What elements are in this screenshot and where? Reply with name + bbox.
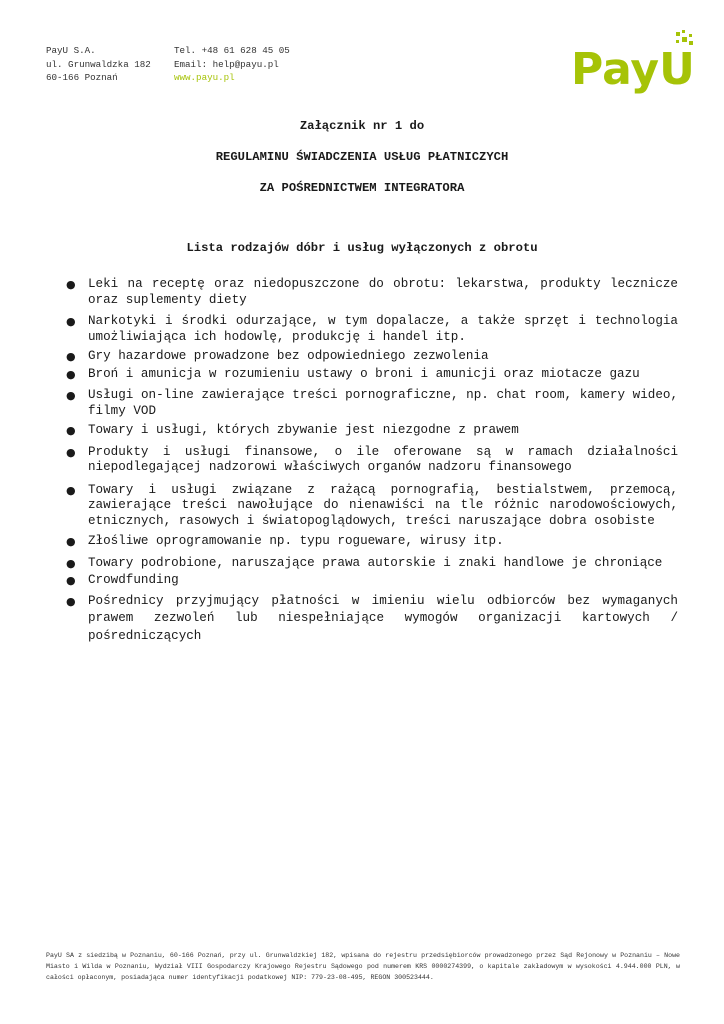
bullet-icon: ● — [66, 445, 76, 459]
list-item: ● Pośrednicy przyjmujący płatności w imieniu wielu odbiorców bez wymaganych prawem zezwoleń lub niespełniające wymogów organizacji kartowych / pośredniczących — [66, 593, 678, 643]
website-link[interactable]: www.payu.pl — [174, 72, 235, 83]
bullet-icon: ● — [66, 315, 76, 328]
list-item: ● Narkotyki i środki odurzające, w tym dopalacze, a także sprzęt i technologia umożliwiająca ich hodowlę, produkcję i handel itp. — [66, 314, 678, 344]
integrator-title: ZA POŚREDNICTWEM INTEGRATORA — [259, 181, 465, 195]
regulation-title: REGULAMINU ŚWIADCZENIA USŁUG PŁATNICZYCH — [215, 150, 509, 164]
excluded-items-list — [66, 277, 678, 645]
list-item: ● Towary i usługi związane z rażącą pornografią, bestialstwem, przemocą, zawierające treści nawołujące do nienawiści na tle różnic narodowościowych, etnicznych, rasowych i światopoglądowych, treści naruszające dobra osobiste — [66, 482, 678, 528]
payu-logo — [568, 30, 698, 98]
email-address: Email: help@payu.pl — [174, 58, 279, 70]
bullet-icon: ● — [66, 574, 76, 587]
list-item: ● Broń i amunicja w rozumieniu ustawy o broni i amunicji oraz miotacze gazu — [66, 366, 640, 381]
bullet-icon: ● — [66, 389, 76, 402]
annex-title: Załącznik nr 1 do — [299, 119, 425, 133]
bullet-icon: ● — [66, 350, 76, 363]
list-item: ● Leki na receptę oraz niedopuszczone do obrotu: lekarstwa, produkty lecznicze oraz suplementy diety — [66, 277, 678, 307]
bullet-icon: ● — [66, 594, 76, 608]
company-name: PayU S.A. — [46, 45, 96, 56]
postal-city: 60-166 Poznań — [46, 72, 118, 83]
list-heading: Lista rodzajów dóbr i usług wyłączonych z obrotu — [186, 241, 538, 255]
list-item: ● Towary podrobione, naruszające prawa autorskie i znaki handlowe je chroniące — [66, 555, 663, 570]
bullet-icon: ● — [66, 367, 76, 381]
list-item: ● Usługi on-line zawierające treści pornograficzne, np. chat room, kamery wideo, filmy VOD — [66, 388, 678, 418]
bullet-icon: ● — [66, 483, 76, 497]
company-address — [46, 44, 151, 85]
phone-number: Tel. +48 61 628 45 05 — [174, 45, 290, 56]
bullet-icon: ● — [66, 424, 76, 437]
company-contact — [174, 44, 290, 85]
legal-footer: PayU SA z siedzibą w Poznaniu, 60-166 Poznań, przy ul. Grunwaldzkiej 182, wpisana do rejestru przedsiębiorców prowadzonego przez Sąd Rejonowy w Poznaniu – Nowe Miasto i Wilda w Poznaniu, Wydział VIII Gospodarczy Krajowego Rejestru Sądowego pod numerem KRS 0000274399, o kapitale zakładowym w wysokości 4.944.000 PLN, w całości opłaconym, posiadająca numer identyfikacji podatkowej NIP: 779-23-08-495, REGON 300523444. — [46, 952, 680, 981]
logo-wordmark: PayU — [571, 44, 695, 95]
list-item: ● Produkty i usługi finansowe, o ile oferowane są w ramach działalności niepodlegającej nadzorowi właściwych organów nadzoru finansowego — [66, 444, 678, 474]
bullet-icon: ● — [66, 556, 76, 570]
list-item: ● Gry hazardowe prowadzone bez odpowiedniego zezwolenia — [66, 349, 489, 363]
list-item: ● Towary i usługi, których zbywanie jest niezgodne z prawem — [66, 423, 519, 437]
street-address: ul. Grunwaldzka 182 — [46, 58, 151, 70]
list-item: ● Złośliwe oprogramowanie np. typu rogueware, wirusy itp. — [66, 534, 504, 548]
list-item: ● Crowdfunding — [66, 573, 179, 587]
bullet-icon: ● — [66, 535, 76, 548]
bullet-icon: ● — [66, 278, 76, 291]
